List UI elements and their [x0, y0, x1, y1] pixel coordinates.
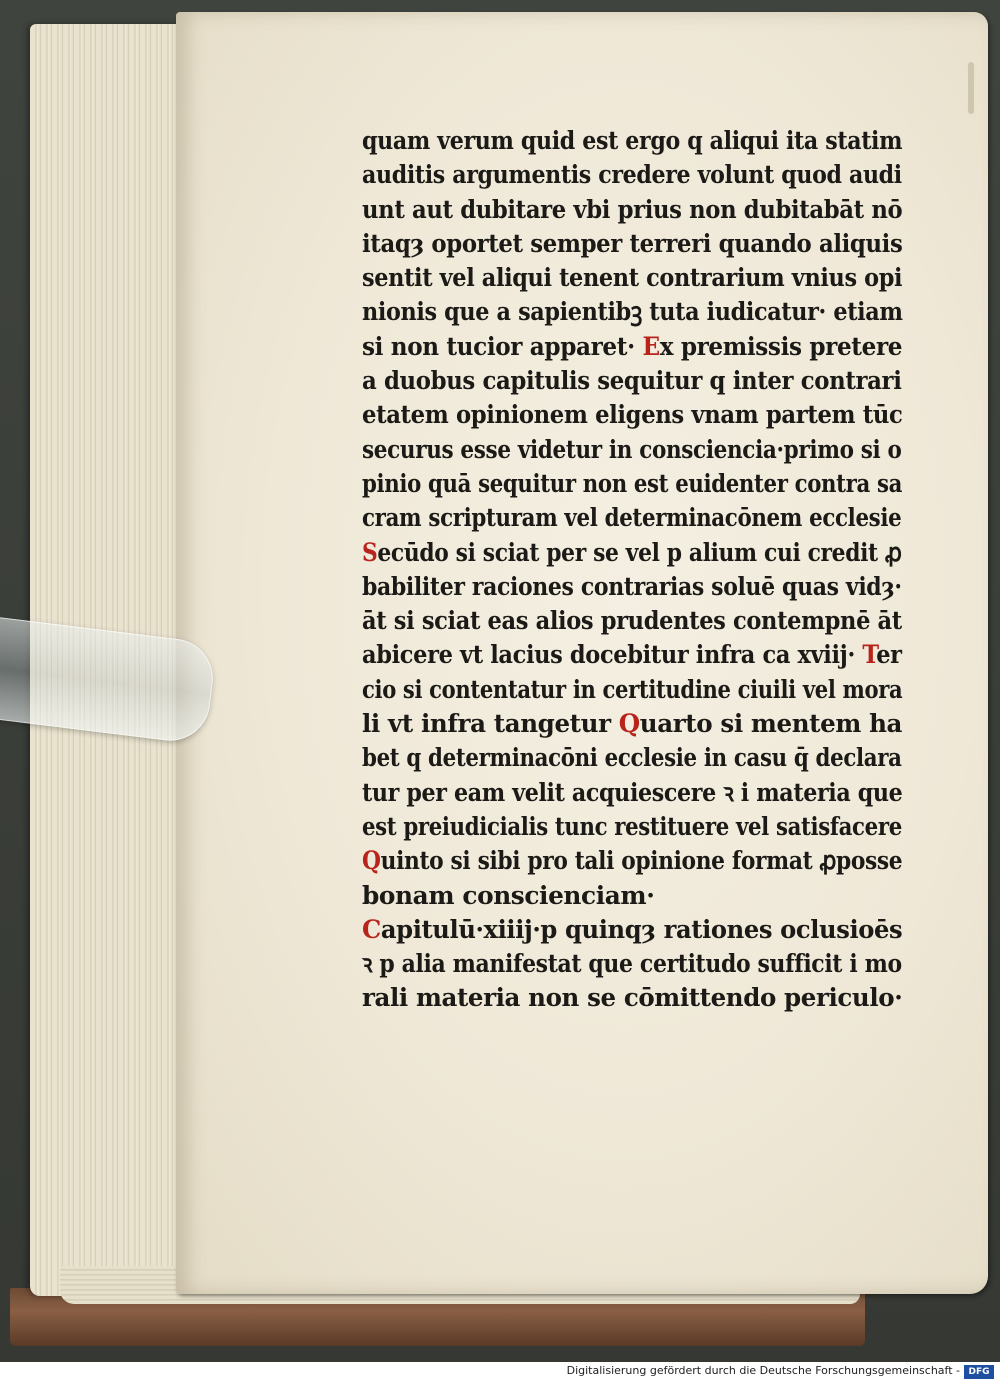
text-line [362, 398, 903, 432]
text-line [362, 810, 902, 844]
line-text-rest: apitulū·xiiij·p quinqȝ rationes oclusioēs [380, 914, 903, 944]
line-text: etatem opinionem eligens vnam partem tūc [362, 400, 903, 430]
text-line [362, 776, 903, 810]
text-line [362, 227, 903, 261]
line-text: babiliter raciones contrarias soluē quas vidȝ· [362, 571, 902, 601]
text-line [362, 604, 902, 638]
text-line [362, 913, 903, 947]
text-line [362, 536, 902, 570]
line-text: bet q determinacōni ecclesie in casu q̄ declara [362, 743, 902, 773]
rubric-initial: Q [362, 846, 381, 876]
line-text: bonam conscienciam· [362, 880, 655, 910]
line-text-rest: x premissis pretere [659, 331, 903, 361]
line-text: tur per eam velit acquiescere ꝛ i materia que [362, 777, 903, 807]
text-line [362, 707, 903, 741]
line-text: pinio quā sequitur non est euidenter contra sa [362, 468, 903, 498]
line-text: itaqȝ oportet semper terreri quando aliquis [362, 228, 903, 258]
line-text: cio si contentatur in certitudine ciuili vel mora [362, 674, 903, 704]
printed-text-block [362, 124, 907, 1016]
line-text: securus esse videtur in consciencia·primo si o [362, 434, 902, 464]
line-text: cram scripturam vel determinacōnem ecclesie [362, 503, 902, 533]
text-line [362, 570, 902, 604]
text-line [362, 364, 902, 398]
line-text-rest: uarto si mentem ha [639, 709, 903, 739]
text-line [362, 501, 902, 535]
line-text: a duobus capitulis sequitur q inter contrari [362, 366, 902, 396]
text-line [362, 981, 903, 1015]
line-text: li vt infra tangetur [362, 709, 619, 739]
rubric-initial: T [862, 640, 877, 670]
text-line [362, 879, 902, 913]
line-text: sentit vel aliqui tenent contrarium vnius opi [362, 263, 903, 293]
text-line [362, 295, 903, 329]
footer-bar [0, 1362, 1000, 1382]
line-text: abicere vt lacius docebitur infra ca xviij· [362, 640, 863, 670]
line-text: rali materia non se cōmittendo periculo· [362, 983, 903, 1013]
line-text: quam verum quid est ergo q aliqui ita statim [362, 126, 903, 155]
text-line [362, 330, 903, 364]
text-line [362, 673, 903, 707]
text-line [362, 124, 903, 158]
line-text: si non tucior apparet· [362, 331, 643, 361]
text-line [362, 947, 902, 981]
page-edge-mark [968, 62, 974, 114]
line-text: unt aut dubitare vbi prius non dubitabāt nō [362, 194, 903, 224]
dfg-logo-icon: DFG [964, 1365, 994, 1379]
text-line [362, 158, 902, 192]
line-text-rest: er [876, 640, 902, 670]
text-line [362, 433, 902, 467]
line-text: nionis que a sapientibꝫ tuta iudicatur· etiam [362, 297, 903, 327]
rubric-initial: E [642, 331, 660, 361]
line-text: āt si sciat eas alios prudentes contempnē āt [362, 606, 902, 636]
rubric-initial: Q [618, 709, 640, 739]
rubric-initial: S [362, 537, 378, 567]
line-text: est preiudicialis tunc restituere vel satisfacere [362, 811, 902, 841]
text-line [362, 741, 902, 775]
rubric-initial: C [362, 914, 381, 944]
text-line [362, 261, 903, 295]
line-text: ꝛ p alia manifestat que certitudo sufficit i mo [362, 949, 902, 979]
footer-credit: Digitalisierung gefördert durch die Deutsche Forschungsgemeinschaft - [566, 1364, 960, 1377]
line-text-rest: ecūdo si sciat per se vel p alium cui credit ꝓ [377, 537, 902, 567]
text-line [362, 844, 903, 878]
line-text-rest: uinto si sibi pro tali opinione format ꝓposse [380, 846, 903, 876]
text-line [362, 638, 902, 672]
text-line [362, 193, 903, 227]
line-text: auditis argumentis credere volunt quod audi [362, 160, 902, 190]
text-line [362, 467, 903, 501]
